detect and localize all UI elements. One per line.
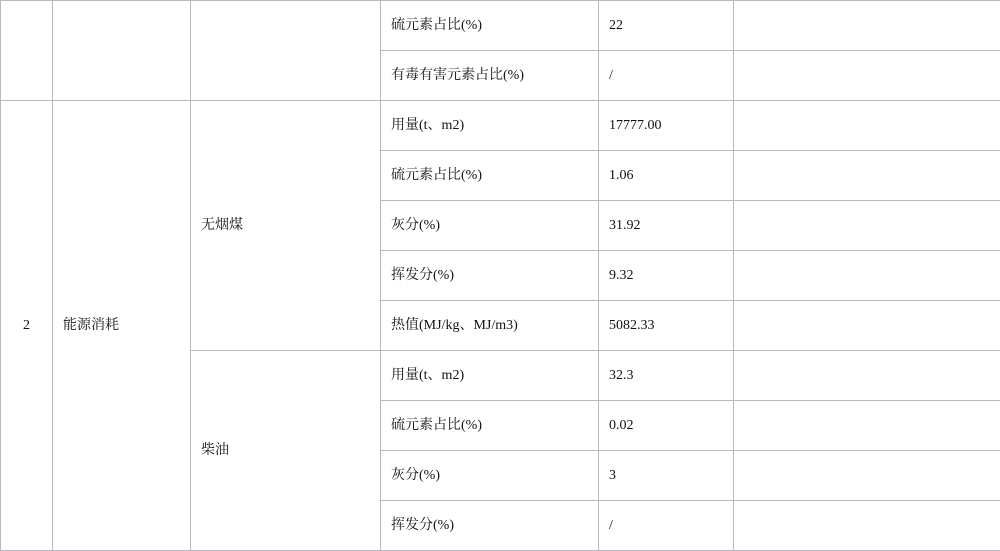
cell-metric: 灰分(%) — [381, 451, 599, 501]
cell-metric: 硫元素占比(%) — [381, 1, 599, 51]
cell-remark — [734, 401, 1000, 451]
cell-remark — [734, 301, 1000, 351]
table-row — [1, 101, 1000, 151]
cell-subject-diesel: 柴油 — [191, 351, 381, 551]
cell-metric: 硫元素占比(%) — [381, 401, 599, 451]
cell-subject-anthracite: 无烟煤 — [191, 101, 381, 351]
cell-subject-prev — [191, 1, 381, 101]
cell-remark — [734, 51, 1000, 101]
cell-value: 17777.00 — [599, 101, 734, 151]
cell-index-energy: 2 — [1, 101, 53, 551]
cell-metric: 用量(t、m2) — [381, 351, 599, 401]
cell-value: 5082.33 — [599, 301, 734, 351]
cell-value: 3 — [599, 451, 734, 501]
cell-index-prev — [1, 1, 53, 101]
cell-metric: 灰分(%) — [381, 201, 599, 251]
table-row — [1, 1, 1000, 51]
cell-metric: 有毒有害元素占比(%) — [381, 51, 599, 101]
cell-remark — [734, 1, 1000, 51]
cell-value: 31.92 — [599, 201, 734, 251]
cell-remark — [734, 201, 1000, 251]
cell-remark — [734, 501, 1000, 551]
cell-value: 0.02 — [599, 401, 734, 451]
cell-remark — [734, 351, 1000, 401]
cell-value: 32.3 — [599, 351, 734, 401]
cell-remark — [734, 101, 1000, 151]
cell-category-energy: 能源消耗 — [53, 101, 191, 551]
cell-value: 1.06 — [599, 151, 734, 201]
cell-remark — [734, 451, 1000, 501]
cell-value: / — [599, 501, 734, 551]
cell-remark — [734, 151, 1000, 201]
cell-value: 22 — [599, 1, 734, 51]
cell-metric: 用量(t、m2) — [381, 101, 599, 151]
cell-remark — [734, 251, 1000, 301]
cell-category-prev — [53, 1, 191, 101]
cell-metric: 热值(MJ/kg、MJ/m3) — [381, 301, 599, 351]
cell-value: / — [599, 51, 734, 101]
cell-value: 9.32 — [599, 251, 734, 301]
cell-metric: 挥发分(%) — [381, 251, 599, 301]
cell-metric: 挥发分(%) — [381, 501, 599, 551]
cell-metric: 硫元素占比(%) — [381, 151, 599, 201]
